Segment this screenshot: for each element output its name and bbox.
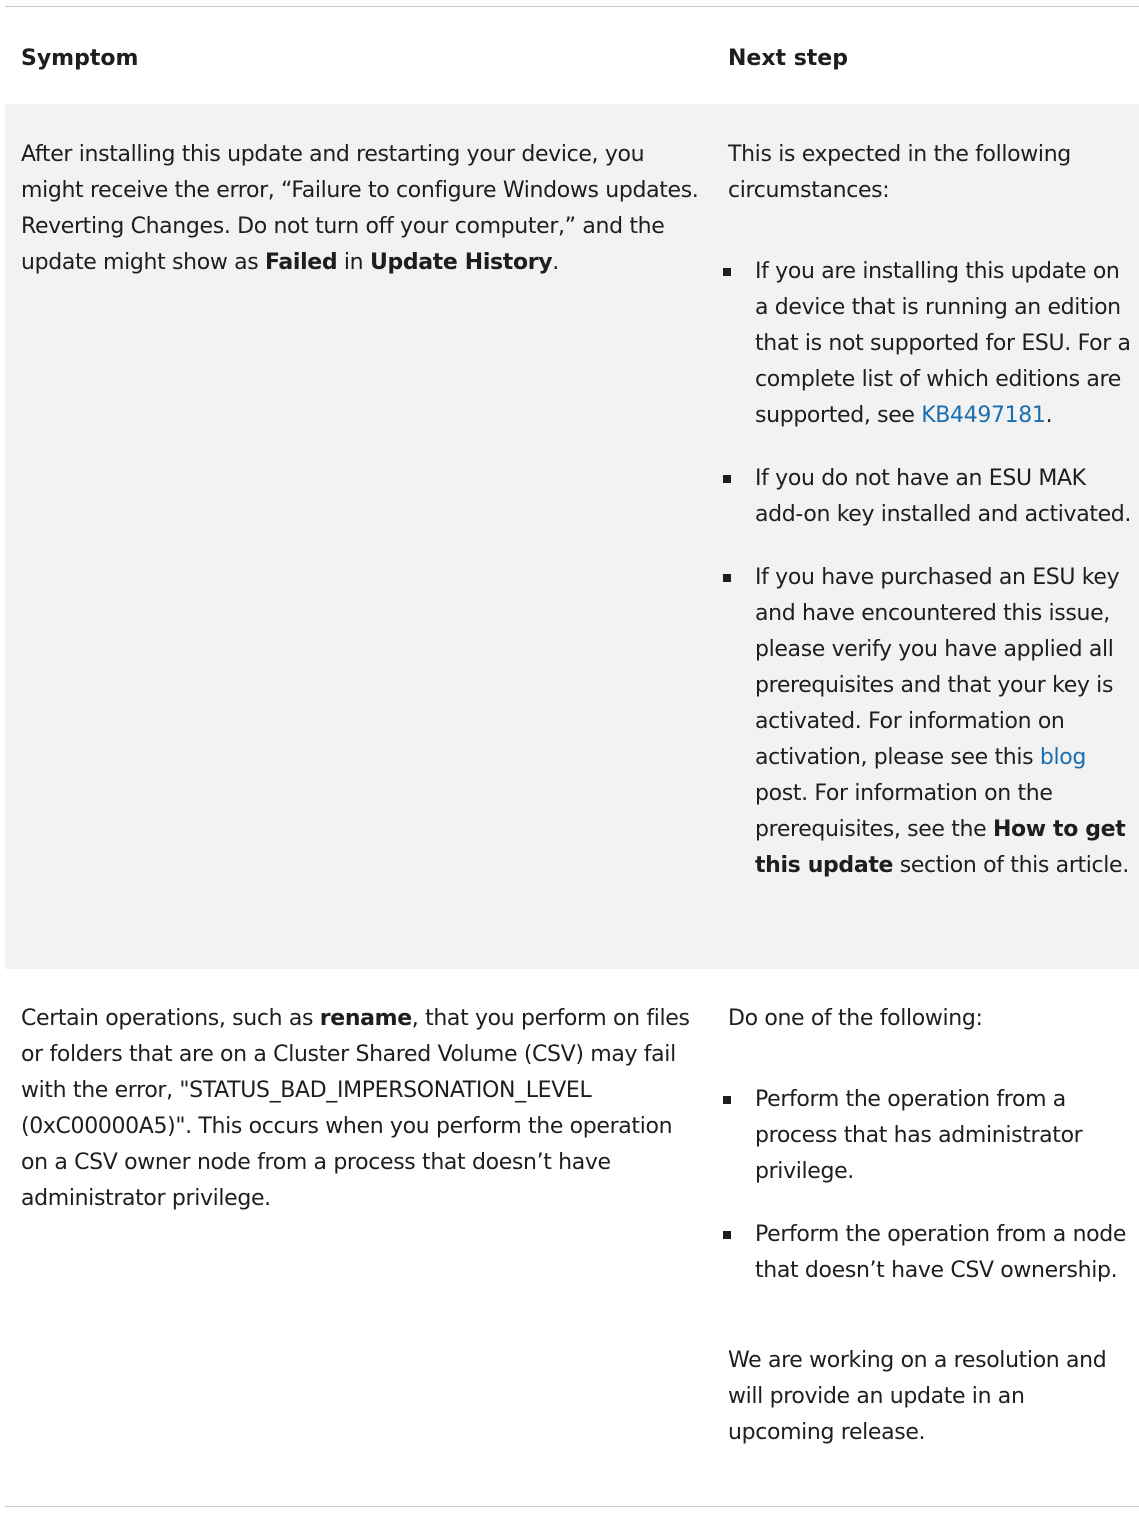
- blog-link[interactable]: blog: [1039, 745, 1087, 770]
- how-to-get-update-bold: How to get this update: [755, 817, 1126, 878]
- symptom-cell: [21, 1001, 701, 1217]
- bullet-icon: [723, 268, 731, 276]
- known-issues-table: [5, 6, 1139, 1507]
- symptom-cell: [21, 137, 701, 281]
- list-item-text: If you do not have an ESU MAK add-on key installed and activated.: [755, 466, 1132, 527]
- list-item-text: section of this article.: [893, 853, 1129, 878]
- bullet-icon: [723, 574, 731, 582]
- next-step-list: [728, 1082, 1133, 1289]
- resolution-note: We are working on a resolution and will provide an update in an upcoming release.: [728, 1348, 1107, 1445]
- list-item-text: post. For information on the prerequisites, see the: [755, 781, 1053, 842]
- next-step-list: [728, 254, 1133, 884]
- bullet-icon: [723, 475, 731, 483]
- symptom-text: in: [337, 250, 370, 275]
- list-item: [728, 1082, 1133, 1190]
- next-step-cell: [728, 137, 1133, 911]
- next-step-column-header: Next step: [728, 46, 848, 71]
- bullet-icon: [723, 1231, 731, 1239]
- table-row: [5, 104, 1139, 969]
- table-row: [5, 969, 1139, 1507]
- list-item: [728, 1217, 1133, 1289]
- list-item: [728, 254, 1133, 434]
- symptom-text: After installing this update and restarting your device, you might receive the error, “Failure to configure Windows updates. Reverting Changes. Do not turn off your computer,” and the update might show as: [21, 142, 699, 275]
- list-item-text: Perform the operation from a node that doesn’t have CSV ownership.: [755, 1222, 1127, 1283]
- rename-bold: rename: [319, 1006, 412, 1031]
- list-item-text: If you have purchased an ESU key and have encountered this issue, please verify you have applied all prerequisites and that your key is activated. For information on activation, please see this: [755, 565, 1120, 770]
- bullet-icon: [723, 1096, 731, 1104]
- next-step-cell: [728, 1001, 1133, 1451]
- list-item: [728, 461, 1133, 533]
- kb4497181-link[interactable]: KB4497181: [921, 403, 1046, 428]
- failed-bold: Failed: [265, 250, 338, 275]
- symptom-text: .: [552, 250, 559, 275]
- next-step-intro: This is expected in the following circumstances:: [728, 142, 1071, 203]
- update-history-bold: Update History: [369, 250, 553, 275]
- symptom-text: , that you perform on files or folders that are on a Cluster Shared Volume (CSV) may fail with the error, "STATUS_BAD_IMPERSONATION_LEVEL (0xC00000A5)". This occurs when you perform the operation on a CSV owner node from a process that doesn’t have administrator privilege.: [21, 1006, 690, 1211]
- list-item-text: If you are installing this update on a device that is running an edition that is not supported for ESU. For a complete list of which editions are supported, see: [755, 259, 1131, 428]
- list-item-text: .: [1045, 403, 1053, 428]
- symptom-column-header: Symptom: [21, 46, 139, 71]
- next-step-intro: Do one of the following:: [728, 1006, 983, 1031]
- list-item: [728, 560, 1133, 884]
- symptom-text: Certain operations, such as: [21, 1006, 320, 1031]
- table-header-row: [5, 7, 1139, 104]
- list-item-text: Perform the operation from a process that has administrator privilege.: [755, 1087, 1083, 1184]
